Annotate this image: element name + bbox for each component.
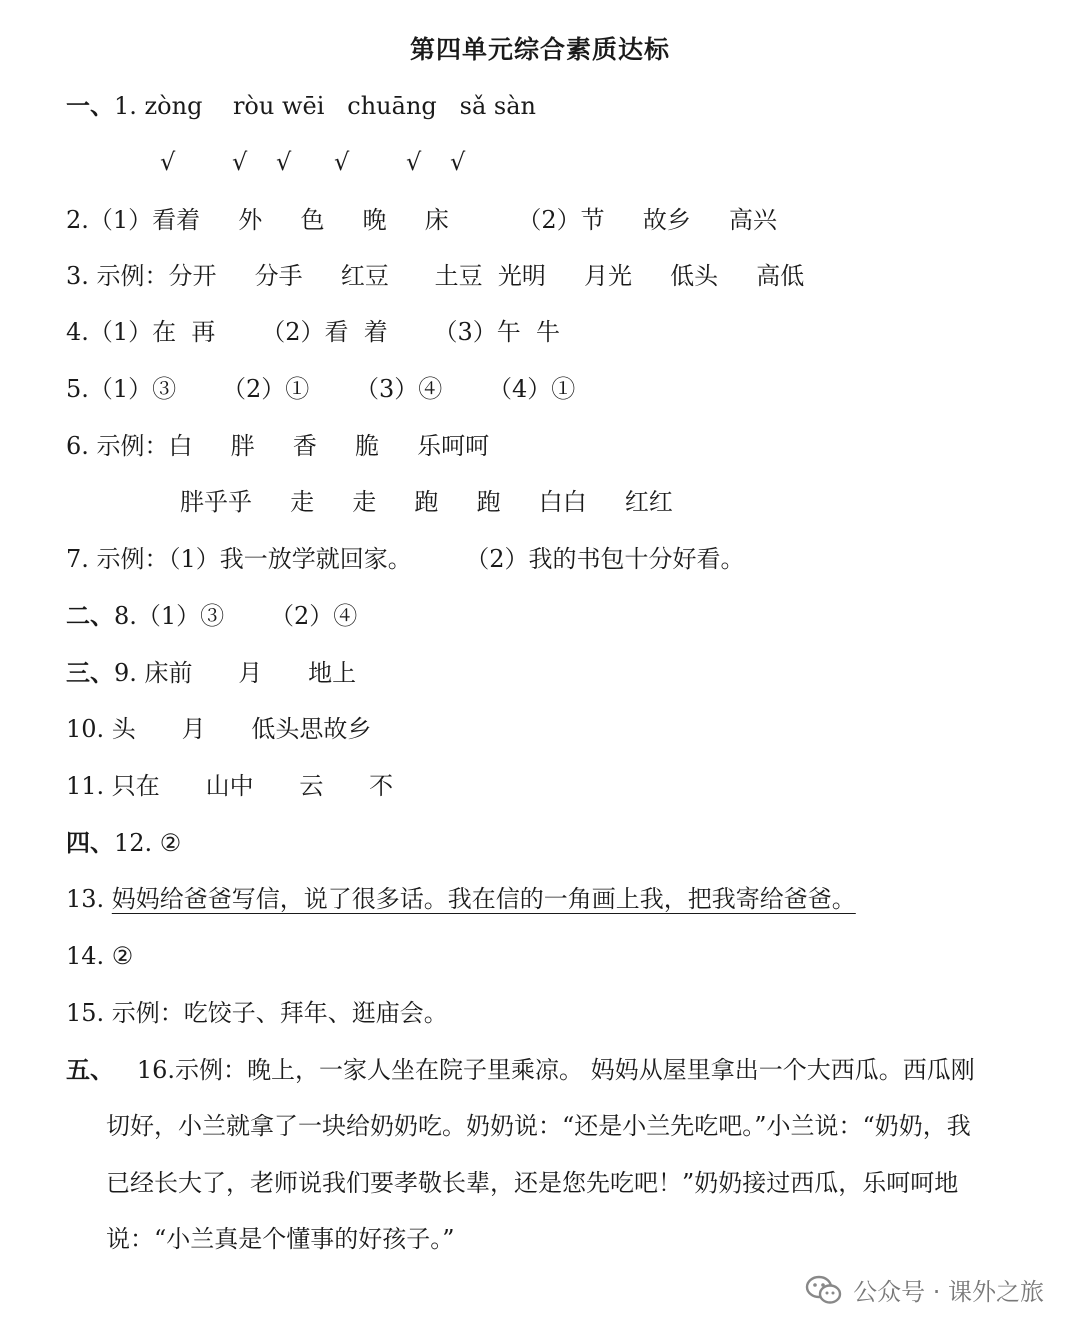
essay-line-2: 切好，小兰就拿了一块给奶奶吃。奶奶说：“还是小兰先吃吧。”小兰说：“奶奶，我 — [106, 1112, 971, 1140]
watermark-text: 公众号 · 课外之旅 — [853, 1278, 1044, 1306]
watermark — [805, 1272, 1044, 1307]
answer-line-7: 7. 示例：（1）我一放学就回家。 （2）我的书包十分好看。 — [66, 545, 745, 573]
answer-text: 8.（1）③ （2）④ — [114, 602, 358, 630]
section-label: 五、 — [66, 1056, 114, 1084]
check-mark: √ — [334, 148, 350, 176]
answer-line-16 — [66, 1052, 975, 1088]
answer-line-13 — [66, 881, 856, 917]
page-title: 第四单元综合素质达标 — [409, 35, 670, 64]
answer-line-3: 3. 示例：分开 分手 红豆 土豆 光明 月光 低头 高低 — [66, 262, 805, 290]
answer-text: 1. zòng ròu wēi chuāng sǎ sàn — [114, 92, 536, 120]
answer-line-11: 11. 只在 山中 云 不 — [66, 772, 394, 800]
essay-line-3: 已经长大了，老师说我们要孝敬长辈，还是您先吃吧！”奶奶接过西瓜，乐呵呵地 — [106, 1169, 959, 1197]
check-mark: √ — [232, 148, 248, 176]
section-label: 三、 — [66, 659, 114, 687]
answer-line-14: 14. ② — [66, 942, 134, 970]
answer-number: 16.示例： — [136, 1056, 248, 1084]
check-mark: √ — [406, 148, 422, 176]
answer-line-12 — [66, 825, 181, 861]
wechat-icon — [805, 1274, 843, 1306]
answer-line-9 — [66, 655, 356, 691]
essay-line-1: 晚上，一家人坐在院子里乘凉。 妈妈从屋里拿出一个大西瓜。西瓜刚 — [247, 1056, 975, 1084]
answer-line-6a: 6. 示例：白 胖 香 脆 乐呵呵 — [66, 432, 490, 460]
check-mark: √ — [276, 148, 292, 176]
answer-text: 9. 床前 月 地上 — [114, 659, 357, 687]
check-mark: √ — [450, 148, 466, 176]
answer-text: 12. ② — [114, 829, 182, 857]
section-label: 四、 — [66, 829, 114, 857]
underlined-answer: 妈妈给爸爸写信，说了很多话。我在信的一角画上我，把我寄给爸爸。 — [111, 885, 856, 913]
answer-line-15: 15. 示例：吃饺子、拜年、逛庙会。 — [66, 999, 448, 1027]
answer-line-1 — [66, 88, 536, 124]
check-mark: √ — [160, 148, 176, 176]
section-label: 一、 — [66, 92, 114, 120]
answer-line-5: 5.（1）③ （2）① （3）④ （4）① — [66, 375, 576, 403]
answer-line-4: 4.（1）在 再 （2）看 着 （3）午 牛 — [66, 318, 561, 346]
answer-line-8 — [66, 598, 357, 634]
essay-line-4: 说：“小兰真是个懂事的好孩子。” — [106, 1225, 455, 1253]
answer-line-2: 2.（1）看着 外 色 晚 床 （2）节 故乡 高兴 — [66, 206, 777, 234]
section-label: 二、 — [66, 602, 114, 630]
answer-line-10: 10. 头 月 低头思故乡 — [66, 715, 372, 743]
answer-line-6b: 胖乎乎 走 走 跑 跑 白白 红红 — [180, 488, 673, 516]
answer-number: 13. — [66, 885, 112, 913]
